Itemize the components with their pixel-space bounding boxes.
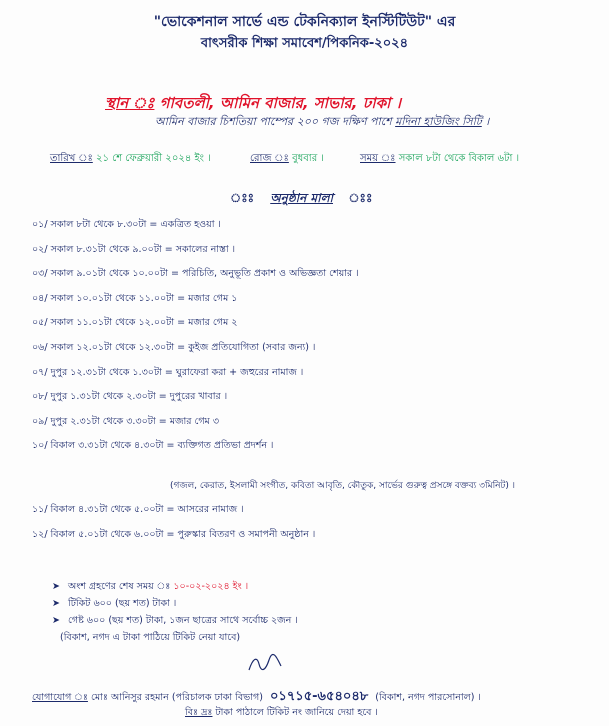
program-item: ১০/ বিকাল ৩.৩১টা থেকে ৪.৩০টা = ব্যক্তিগত প্রতিভা প্রদর্শন । bbox=[32, 440, 274, 452]
time-value: সকাল ৮টা থেকে বিকাল ৬টা । bbox=[398, 153, 520, 164]
arrow-icon: ➤ bbox=[52, 598, 60, 609]
program-item: ০১/ সকাল ৮টা থেকে ৮.৩০টা = একত্রিত হওয়া । bbox=[32, 219, 221, 230]
program-item: ০৮/ দুপুর ১.৩১টা থেকে ২.৩০টা = দুপুরের খাবার । bbox=[32, 391, 228, 403]
document-title: "ভোকেশনাল সার্ভে এন্ড টেকনিক্যাল ইনস্টিটিউট" এর bbox=[153, 14, 456, 30]
payment-note: (বিকাশ, নগদ এ টাকা পাঠিয়ে টিকিট নেয়া যাবে) bbox=[60, 632, 241, 643]
program-item: ০৯/ দুপুর ২.৩১টা থেকে ৩.৩০টা = মজার গেম ৩ bbox=[32, 415, 220, 427]
program-item: ১১/ বিকাল ৪.৩১টা থেকে ৫.০০টা = আসরের নামাজ । bbox=[32, 504, 244, 515]
guest-text: গেষ্ট ৬০০ (ছয় শত) টাকা, ১জন ছাত্রের সাথে সর্বোচ্চ ২জন । bbox=[68, 615, 298, 626]
guest-note bbox=[52, 614, 298, 631]
arrow-icon: ➤ bbox=[52, 581, 60, 592]
contact-phone-suffix: (বিকাশ, নগদ পারসোনাল) । bbox=[375, 692, 481, 703]
program-list bbox=[32, 218, 592, 464]
day-label: রোজ ঃ bbox=[250, 153, 289, 164]
venue-value: গাবতলী, আমিন বাজার, সাভার, ঢাকা । bbox=[159, 94, 401, 112]
date-value: ২১ শে ফেব্রুয়ারী ২০২৪ ইং । bbox=[95, 153, 211, 164]
program-heading-left: ঃঃ bbox=[230, 191, 255, 205]
landmark-suffix: । bbox=[485, 115, 490, 128]
landmark-highlight: মদিনা হাউজিং সিটি bbox=[395, 115, 482, 128]
contact-label: যোগাযোগ ঃ bbox=[32, 692, 88, 703]
day-value: বুধবার । bbox=[292, 153, 324, 164]
program-item: ০৪/ সকাল ১০.০১টা থেকে ১১.০০টা = মজার গেম ১ bbox=[32, 292, 238, 304]
note-prefix: বিঃ দ্রঃ bbox=[185, 707, 213, 718]
contact-line bbox=[32, 687, 481, 708]
deadline-label: অংশ গ্রহণের শেষ সময় ঃ bbox=[68, 581, 171, 592]
venue-landmark bbox=[155, 113, 489, 132]
time-info bbox=[360, 151, 519, 168]
program-item: ০৭/ দুপুর ১২.৩১টা থেকে ১.৩০টা = ঘুরাফেরা করা + জহুরের নামাজ । bbox=[32, 366, 304, 378]
notes-list bbox=[52, 580, 298, 648]
venue-label: স্থান ঃ bbox=[105, 94, 155, 112]
landmark-prefix: আমিন বাজার চিশতিয়া পাম্পের ২০০ গজ দক্ষিণ পাশে bbox=[155, 115, 392, 128]
date-info bbox=[50, 151, 211, 168]
contact-name: মোঃ আনিসুর রহমান (পরিচালক ঢাকা বিভাগ) bbox=[90, 692, 263, 703]
deadline-value: ১০-০২-২০২৪ ইং । bbox=[173, 581, 249, 592]
program-item: ০৫/ সকাল ১১.০১টা থেকে ১২.০০টা = মজার গেম ২ bbox=[32, 317, 238, 329]
program-item: ০৬/ সকাল ১২.০১টা থেকে ১২.৩০টা = কুইজ প্রতিযোগিতা (সবার জন্য) । bbox=[32, 341, 316, 353]
program-item: ১২/ বিকাল ৫.০১টা থেকে ৬.০০টা = পুরুস্কার বিতরণ ও সমাপনী অনুষ্ঠান । bbox=[32, 528, 316, 540]
payment-instruction bbox=[185, 706, 378, 721]
date-label: তারিখ ঃ bbox=[50, 153, 93, 164]
program-heading-text: অনুষ্ঠান মালা bbox=[270, 191, 333, 205]
document-subtitle: বাৎসরীক শিক্ষা সমাবেশ/পিকনিক-২০২৪ bbox=[200, 36, 409, 51]
arrow-icon: ➤ bbox=[52, 615, 60, 626]
program-list-continued bbox=[32, 503, 592, 552]
ticket-note bbox=[52, 597, 298, 614]
ticket-text: টিকিট ৬০০ (ছয় শত) টাকা । bbox=[68, 598, 177, 609]
time-label: সময় ঃ bbox=[360, 153, 396, 164]
program-item: ০২/ সকাল ৮.৩১টা থেকে ৯.০০টা = সকালের নাস্তা । bbox=[32, 243, 236, 255]
program-item: ০৩/ সকাল ৯.০১টা থেকে ১০.০০টা = পরিচিতি, অনুভূতি প্রকাশ ও অভিজ্ঞতা শেয়ার । bbox=[32, 268, 359, 280]
day-info bbox=[250, 151, 324, 168]
signature-icon bbox=[245, 652, 285, 676]
program-heading bbox=[230, 190, 372, 210]
note-text: টাকা পাঠালে টিকিট নং জানিয়ে দেয়া হবে । bbox=[215, 707, 378, 718]
contact-phone: ০১৭১৫-৬৫৪০৪৮ bbox=[269, 689, 369, 704]
deadline-note bbox=[52, 580, 298, 597]
talent-show-note: (গজল, কেরাত, ইসলামী সংগীত, কবিতা আবৃতি, কৌতুক, সার্ভের গুরুত্ব প্রসঙ্গে বক্তব্য ৩মিনিট) । bbox=[170, 481, 516, 491]
